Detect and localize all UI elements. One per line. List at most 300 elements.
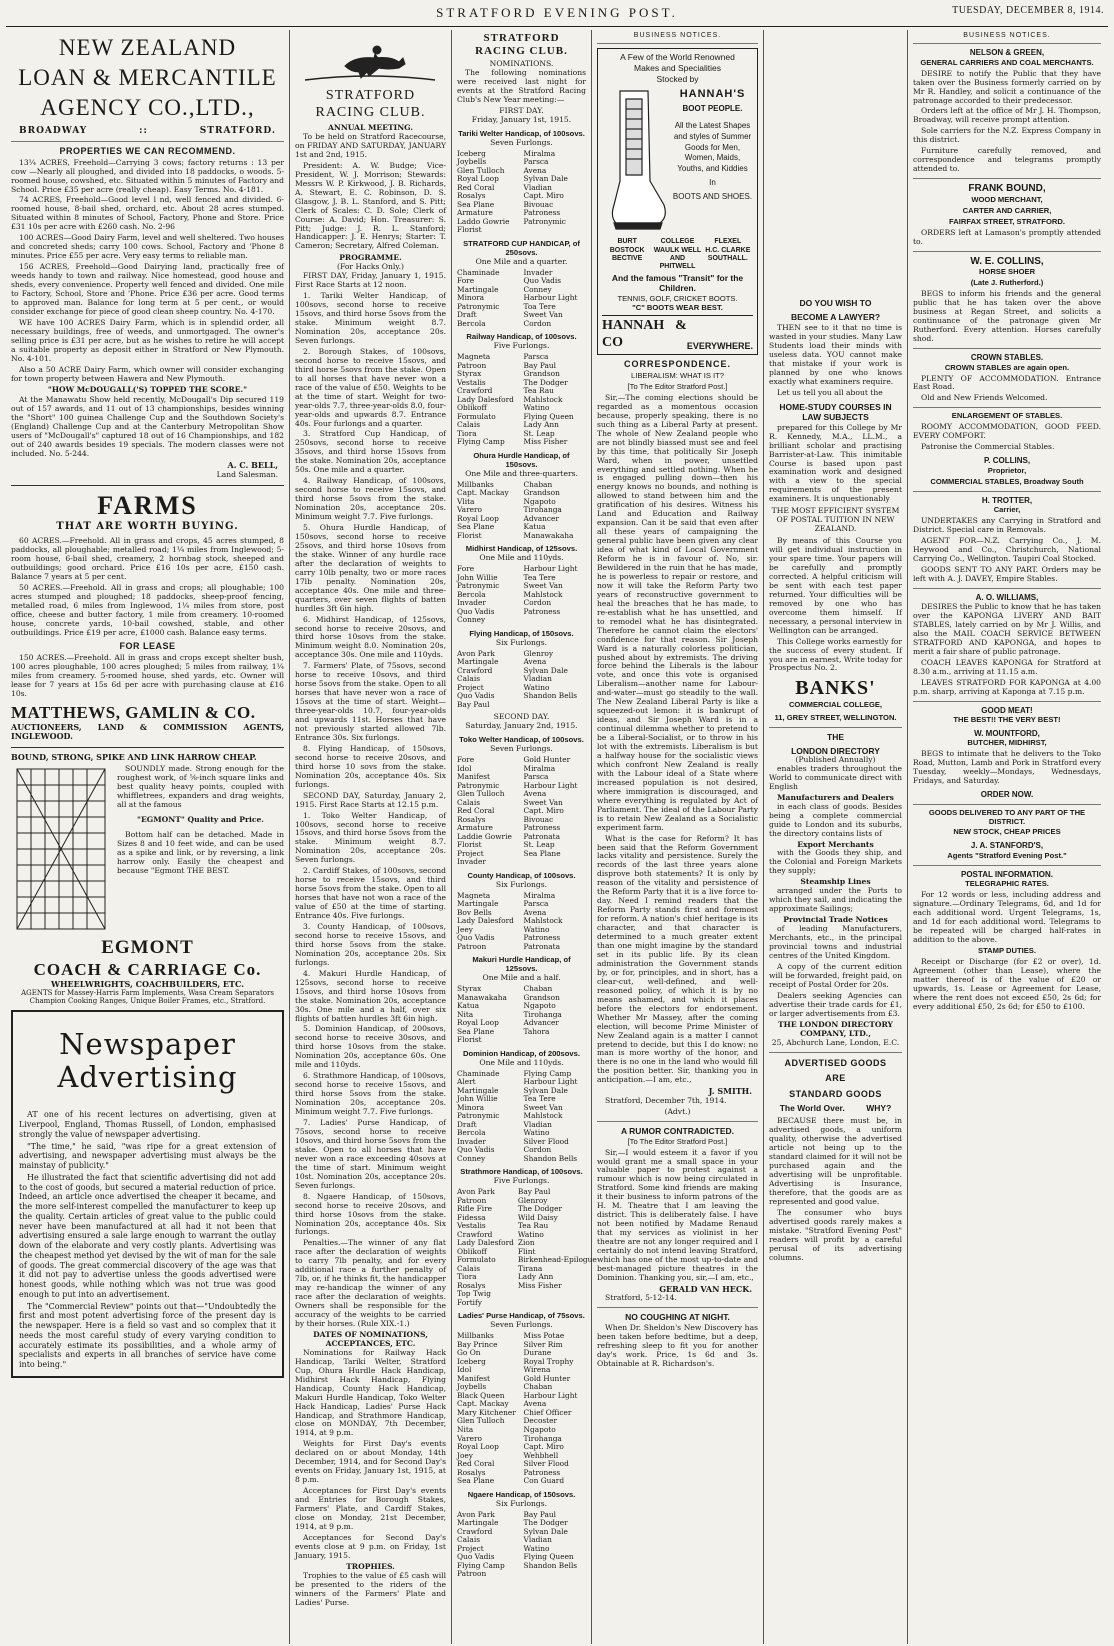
nominee-name: Quo Vadis bbox=[457, 1552, 495, 1562]
nominee-name: Quo Vadis bbox=[457, 933, 495, 943]
race-nomination-distance: One Mile and three-quarters. bbox=[465, 468, 578, 478]
nominee-name: Laddo Gowrie bbox=[457, 216, 510, 226]
lease-heading: FOR LEASE bbox=[119, 641, 176, 652]
nominee-name: Red Coral bbox=[457, 1459, 495, 1469]
nominee-list bbox=[457, 565, 586, 625]
nominee-name: Manawakaha bbox=[523, 530, 574, 540]
nominee-name: Glen Tulloch bbox=[457, 1416, 505, 1426]
divider bbox=[913, 251, 1101, 252]
letter-signature: J. SMITH. bbox=[708, 1086, 752, 1097]
nominee-name: Manifest bbox=[457, 772, 490, 782]
nominee-name: Parsca bbox=[523, 899, 549, 909]
stamp-body: Receipt or Discharge (for £2 or over), 1d. Agreement (other than Lease), where the matter thereof is of the value of £20 or upwards, 1s. Lease or Agreement for Lease, where the rent does not exceed £50, 2s 6d; for every additional £50, 2s 6d; for £50 to £100. bbox=[913, 956, 1101, 1011]
column-5 bbox=[764, 30, 908, 1644]
nominee-name: Miralma bbox=[523, 148, 556, 158]
column-1 bbox=[6, 30, 290, 1644]
nominee-name: Iceberg bbox=[457, 1356, 486, 1366]
np-title-line2: Advertising bbox=[57, 1059, 238, 1094]
nominee-name: Royal Loop bbox=[457, 1442, 499, 1452]
nominee-name: Vladian bbox=[523, 1535, 552, 1545]
nominee-name: Watino bbox=[523, 1543, 550, 1553]
nominee-name: Rosalys bbox=[457, 814, 486, 824]
nominee-name: Lady Ann bbox=[517, 1272, 554, 1282]
nominee-name: Patronymic bbox=[457, 780, 500, 790]
nominee-name: Crawford bbox=[457, 1229, 493, 1239]
nominee-name: Lady Dalesford bbox=[457, 1238, 514, 1248]
nominee-name: Cordon bbox=[523, 598, 552, 608]
column-4 bbox=[592, 30, 764, 1644]
properties-heading: PROPERTIES WE CAN RECOMMEND. bbox=[59, 146, 236, 157]
property-listing: WE have 100 ACRES Dairy Farm, which is in splendid order, all necessary buildings, free of weeds, and unmortgaged. The owner's selling price is £31 per acre, but as he wishes to retire he will accept a suitable property as deposit either in Stratford or New Plymouth. No. 4-101. bbox=[11, 317, 284, 363]
nominee-name: Tirohanga bbox=[523, 505, 562, 515]
nominee-name: Bay Prince bbox=[457, 1339, 498, 1349]
stanford-sub: NEW STOCK, CHEAP PRICES bbox=[953, 827, 1061, 837]
egmont-name: EGMONT bbox=[101, 937, 194, 959]
race-entry: 1. Tariki Welter Handicap, of 100sovs, second horse to receive 15sovs, and third horse 5sovs from the stake. Minimum weight 8.7. Nomination 20s, acceptance 20s. Seven furlongs. bbox=[295, 291, 446, 345]
penalties: Penalties.—The winner of any flat race after the declaration of weights to carry 7lb penalty, and for every additional race a further penalty of 7lb, or, if he thinks fit, the handicapper may re-handicap the winner of any race after the declaration of weights. Owners shall be responsible for the accuracy of the weights to be carried by their horses. (Rule XIX.-1.) bbox=[295, 1238, 446, 1328]
home-study-quote: THE MOST EFFICIENT SYSTEM OF POSTAL TUITION IN NEW ZEALAND. bbox=[771, 506, 900, 534]
nominee-name: Tirohanga bbox=[523, 1009, 562, 1019]
nominee-name: Minora bbox=[457, 1102, 485, 1112]
nominee-name: Glen Tulloch bbox=[457, 165, 505, 175]
banks-address: 11, GREY STREET, WELLINGTON. bbox=[774, 712, 897, 722]
nominee-list bbox=[457, 1070, 586, 1164]
frank-bound-name: FRANK BOUND, bbox=[968, 183, 1046, 195]
nominee-name: Red Coral bbox=[457, 806, 495, 816]
egmont-agents: AGENTS for Massey-Harris Farm Implements, Wasa Cream Separators Champion Cooking Ranges, Unique Boiler Frames, etc., Stratford. bbox=[21, 989, 274, 1006]
postal-heading: POSTAL INFORMATION. bbox=[961, 869, 1053, 879]
acceptances-body: Acceptances for First Day's events and Entries for Borough Stakes, Farmers' Plate, and Cardiff Stakes, close on Monday, 21st December, 1914, at 9 p.m. bbox=[295, 1486, 446, 1531]
boot-intro bbox=[602, 52, 753, 85]
egmont-ad bbox=[11, 753, 284, 1006]
nominee-name: Conney bbox=[457, 1153, 486, 1163]
nominee-name: Florist bbox=[457, 1035, 482, 1045]
nominee-name: Capt. Mackay bbox=[457, 488, 509, 498]
nominee-name: Vestalis bbox=[457, 377, 486, 387]
williams-name: A. O. WILLIAMS, bbox=[975, 592, 1039, 602]
race-nomination-distance: Seven Furlongs. bbox=[490, 137, 553, 147]
race-entry: 2. Borough Stakes, of 100sovs, second horse to receive 15sovs, and third horse 5sovs from the stake. Open to all horses that have never won a race of the value of £50. Weights to be at the time of start. Weight for two-year-olds 7.7, three-year-olds 8.0, four-year-olds and upwards 8.7. Entrance 40s. Four furlongs and a quarter. bbox=[295, 346, 446, 428]
nominee-name: Joybells bbox=[457, 157, 487, 167]
nominee-name: Tirohanga bbox=[523, 1433, 562, 1443]
nominee-name: Flying Queen bbox=[523, 411, 574, 421]
nominee-list bbox=[457, 1332, 586, 1485]
nominee-name: Sweet Van bbox=[523, 581, 563, 591]
boot-intro-1: A Few of the World Renowned bbox=[620, 52, 735, 63]
williams-body: DESIRES the Public to know that he has taken over the KAPONGA LIVERY AND BAIT STABLES, lately carried on by Mr J. Willis, and also the MAIL COACH SERVICE BETWEEN STRATFORD AND KAPONGA, and hopes to merit a fair share of public patronage. bbox=[913, 602, 1101, 656]
newspaper-advertising-box bbox=[11, 1010, 284, 1378]
boot-copy: All the Latest Shapes and styles of Summer Goods for Men, Women, Maids, Youths, and Kiddies bbox=[673, 121, 752, 174]
harrow-body: SOUNDLY made. Strong enough for the roughest work, of ⅝-inch square links and best quality heavy points, coupled with whiffletrees, expanders and drag weights, all at the famous bbox=[117, 764, 284, 810]
divider bbox=[597, 1307, 758, 1308]
race-entry: 1. Toko Welter Handicap, of 100sovs, second horse to receive 15sovs, and third horse 5sovs from the stake. Minimum weight 8.7. Nomination 20s, acceptance 20s. Seven furlongs. bbox=[295, 810, 446, 865]
nominee-name: Shandon Bells bbox=[523, 691, 578, 701]
nominee-name: Mahlstock bbox=[523, 916, 563, 926]
nominee-name: Project bbox=[457, 1543, 484, 1553]
nominee-name: Mary Kitchener bbox=[457, 1407, 516, 1417]
nz-address bbox=[19, 126, 276, 137]
hannah-boot-ad bbox=[597, 48, 758, 355]
nominee-name: Fortify bbox=[457, 1297, 482, 1307]
nominee-name: Conney bbox=[457, 615, 486, 625]
nominee-name: The Dodger bbox=[523, 1518, 568, 1528]
nominee-name: Bercola bbox=[457, 318, 486, 328]
np-paragraph: AT one of his recent lectures on advertising, given at Liverpool, England, Thomas Russell, of London, emphasised strongly the value of newspaper advertising. bbox=[19, 1110, 276, 1139]
boot-people: BOOT PEOPLE. bbox=[682, 104, 743, 114]
column-3 bbox=[452, 30, 597, 1644]
directory-manufacturers: Manufacturers and Dealers bbox=[777, 792, 894, 802]
directory-body-3: with the Goods they ship, and the Colonial and Foreign Markets they supply; bbox=[769, 848, 902, 876]
divider bbox=[913, 178, 1101, 179]
nominee-name: Rosalys bbox=[457, 1467, 486, 1477]
divider bbox=[597, 1121, 758, 1122]
nominee-name: Varero bbox=[457, 505, 482, 515]
letter-paragraph: Sir,—The coming elections should be regarded as a momentous occasion because, properly speaking, there is no such thing as a Liberal Party at present. The whole of New Zealand people who are not blindly biassed must see and feel by this time, that politically Sir Joseph Ward, when in power, unsettled everything and settled nothing. When he is engaged pulling down—then his energy knows no bounds, and nothing is allowed to stand between him and the gratification of his desires. Witness his Land and Education and Railway expansion. Can it be said that even after all these years of campaigning the general public have been given any clear idea of what kind of Local Government Reform he is in favour of. No, sir. Bewildered in the ruin that he has made, he is powerless to repair or restore, and now it will take the Reform Party two years of reconstructive government to heal the breaches that he has made, to re-establish what he has unsettled, and to remodel what he has disintegrated. Therefore he cannot claim the electors' confidence for that reason. Sir Joseph Ward is a naturally colorless politician, pushed about by extremists. The driving force behind the Liberals is the labour vote, and once this vote is organised Liberalism—another name for Labour-and-water—must go steadily to the wall. The New Zealand Liberal Party is like a squeezed-out lemon: it is bankrupt of ideas, and Sir Joseph Ward is in a continual dilemma whether to pretend to be a Liberal-Socialist, or to throw in his lot with the extremists. Liberalism is but a halfway house for the socialistic views which confront New Zealand is really with the Labour ideal of a State where increased population is not desired, where immigration is discouraged, and where everything is regulated by Act of Parliament. The ideal of the Labour Party is to retain New Zealand as a Socialistic experiment farm. bbox=[597, 392, 758, 832]
nominee-name: Sylvan Dale bbox=[523, 1085, 568, 1095]
nominee-name: Conney bbox=[523, 284, 552, 294]
race-nomination-heading: Ngaere Handicap, of 150sovs. bbox=[467, 1489, 576, 1499]
divider bbox=[913, 491, 1101, 492]
harrow-block bbox=[11, 765, 284, 933]
race-nomination-distance: One Mile and a half. bbox=[482, 973, 561, 983]
p-collins-name: P. COLLINS, bbox=[983, 456, 1031, 466]
nominee-name: Quo Vadis bbox=[457, 691, 495, 701]
nominee-name: Avena bbox=[523, 907, 547, 917]
williams-body-3: LEAVES STRATFORD FOR KAPONGA at 4.00 p.m. sharp, arriving at Kaponga at 7.15 p.m. bbox=[913, 677, 1101, 696]
crown-stables-heading: CROWN STABLES. bbox=[970, 353, 1044, 363]
first-date: Friday, January 1st, 1915. bbox=[471, 114, 572, 124]
nominee-name: Formulato bbox=[457, 411, 496, 421]
nominee-name: Fore bbox=[457, 276, 475, 286]
telegraphic-heading: TELEGRAPHIC RATES. bbox=[965, 879, 1049, 889]
why-body: BECAUSE there must be, in advertised goods, a uniform quality, otherwise the advertised article not being up to the standard claimed for it will not be purchased again and the advertising will be unprofitable. Advertising is Insurance, therefore, that the goods are as represented and good value. bbox=[769, 1116, 902, 1206]
directory-body-7: Dealers seeking Agencies can advertise their trade cards for £1, or larger advertisements from £3. bbox=[769, 990, 902, 1018]
coughing-heading: NO COUGHING AT NIGHT. bbox=[625, 1312, 730, 1323]
boot-boots: BOOTS AND SHOES. bbox=[672, 191, 753, 201]
race-nomination-heading: Midhirst Handicap, of 125sovs. bbox=[465, 544, 578, 554]
nominee-name: Martingale bbox=[457, 899, 499, 909]
nominee-name: Red Coral bbox=[457, 182, 495, 192]
race-nomination-distance: Six Furlongs. bbox=[495, 1498, 548, 1508]
race-nomination-distance: One Mile and a quarter. bbox=[475, 256, 568, 266]
nominee-name: Watino bbox=[517, 1229, 544, 1239]
business-notices-heading-2: BUSINESS NOTICES. bbox=[913, 30, 1101, 44]
nominee-name: Bay Paul bbox=[457, 699, 490, 709]
nominee-name: Patroon bbox=[457, 1195, 487, 1205]
nominee-name: Sea Plane bbox=[457, 199, 495, 209]
nominee-name: Bov Bells bbox=[457, 907, 492, 917]
advertised-are: ARE bbox=[825, 1073, 846, 1084]
nominee-name: Royal Loop bbox=[457, 1018, 499, 1028]
brand-label: BECTIVE bbox=[611, 254, 643, 262]
nominee-name: Bay Paul bbox=[517, 1187, 551, 1197]
mcdougall-heading: "HOW McDOUGALL('S) TOPPED THE SCORE." bbox=[47, 384, 248, 394]
dates-heading: DATES OF NOMINATIONS, ACCEPTANCES, ETC. bbox=[313, 1329, 428, 1348]
directory-export: Export Merchants bbox=[797, 839, 874, 849]
collins-body: BEGS to inform his friends and the general public that he has taken over the above business at Regan Street, and solicits a continuance of the patronage given Mr Rutherford. Every attention. Horses carefully shod. bbox=[913, 289, 1101, 344]
nominee-name: Miralma bbox=[523, 763, 556, 773]
to-editor: [To The Editor Stratford Post.] bbox=[627, 1136, 728, 1146]
directory-provincial: Provincial Trade Notices bbox=[783, 915, 888, 925]
nominee-name: Ngapoto bbox=[523, 1001, 556, 1011]
nz-name-line1: NEW ZEALAND bbox=[58, 35, 237, 60]
nominee-list bbox=[457, 756, 586, 867]
nominations-club: STRATFORD RACING CLUB. bbox=[475, 32, 568, 57]
stamp-heading: STAMP DUTIES. bbox=[978, 945, 1036, 955]
nominee-name: Armature bbox=[457, 208, 493, 218]
nominee-name: Glenroy bbox=[517, 1195, 548, 1205]
nominee-name: Manifest bbox=[457, 1373, 490, 1383]
nominee-name: Patroness bbox=[523, 933, 561, 943]
boot-brands bbox=[602, 238, 753, 271]
nominee-name: Grandson bbox=[523, 369, 560, 379]
nominee-name: Bivouac bbox=[523, 814, 554, 824]
nominee-name: Minora bbox=[457, 293, 485, 303]
nominee-name: Lady Ann bbox=[523, 420, 559, 430]
boot-in: In bbox=[709, 178, 716, 188]
nz-address-left: BROADWAY bbox=[19, 126, 88, 137]
divider bbox=[913, 701, 1101, 702]
nominee-name: Wehbhell bbox=[523, 1450, 559, 1460]
nominee-name: Fore bbox=[457, 564, 475, 574]
nominee-name: Watino bbox=[523, 1128, 550, 1138]
race-entry: 3. County Handicap, of 100sovs, second horse to receive 15sovs, and third horse 5sovs from the stake. Nomination 20s, acceptance 20s. Six furlongs. bbox=[295, 922, 446, 967]
nominee-name: Joybells bbox=[457, 1382, 487, 1392]
to-editor: [To The Editor Stratford Post.] bbox=[627, 381, 728, 391]
nominee-name: Draft bbox=[457, 1119, 477, 1129]
nominee-name: Patronata bbox=[523, 941, 561, 951]
nominee-name: Invader bbox=[457, 857, 486, 867]
meat-heading: GOOD MEAT! bbox=[981, 705, 1033, 715]
nominee-name: The Dodger bbox=[523, 377, 568, 387]
trotter-name: H. TROTTER, bbox=[981, 495, 1033, 505]
boot-row bbox=[602, 85, 753, 235]
nominee-name: Varero bbox=[457, 1433, 482, 1443]
egmont-name-2: COACH & CARRIAGE Co. bbox=[33, 959, 262, 979]
nominee-name: Mahlstock bbox=[523, 1111, 563, 1121]
nz-loan-ad bbox=[11, 36, 284, 480]
nominee-name: Patronata bbox=[523, 831, 561, 841]
advt-note: (Advt.) bbox=[664, 1106, 691, 1116]
nominee-name: Watino bbox=[523, 682, 550, 692]
horse-rider-icon bbox=[295, 32, 445, 86]
trotter-body-3: GOODS SENT TO ANY PART. Orders may be left with A. J. DAVEY, Empire Stables. bbox=[913, 564, 1101, 583]
nominee-name: Magneta bbox=[457, 890, 491, 900]
race-nomination-heading: Strathmore Handicap, of 100sovs. bbox=[460, 1167, 583, 1177]
nominations-heading: NOMINATIONS. bbox=[489, 58, 554, 68]
nominee-name bbox=[518, 1299, 597, 1308]
nominee-name: Avena bbox=[523, 789, 547, 799]
race-entry: 5. Dominion Handicap, of 200sovs, second horse to receive 30sovs, and third horse 10sovs from the stake. Nomination 20s, acceptance 60s. One mile and 110yds. bbox=[295, 1024, 446, 1070]
race-nomination-distance: Five Furlongs. bbox=[493, 341, 550, 351]
directory-the: THE bbox=[827, 731, 844, 742]
nominee-name: Flying Camp bbox=[523, 1068, 572, 1078]
nominee-name: Patronymic bbox=[523, 216, 566, 226]
property-listing: Also a 50 ACRE Dairy Farm, which owner will consider exchanging for town property between Hawera and New Plymouth. bbox=[11, 364, 284, 383]
harrow-heading: BOUND, STRONG, SPIKE AND LINK HARROW CHEAP. bbox=[11, 751, 257, 762]
hannah-co: HANNAH & CO bbox=[602, 318, 687, 350]
divider bbox=[11, 485, 284, 486]
nominee-name: Quo Vadis bbox=[523, 276, 562, 286]
brand-label: COLLEGE bbox=[660, 238, 695, 246]
nominee-name: Avon Park bbox=[457, 1509, 495, 1519]
nominations-intro: The following nominations were received last night for events at the Stratford Racing Club's New Year meeting:— bbox=[457, 67, 586, 104]
nominee-name: Flying Camp bbox=[457, 437, 505, 447]
letter-date: Stratford, December 7th, 1914. bbox=[605, 1095, 727, 1105]
nominee-name: St. Leap bbox=[523, 840, 555, 850]
nominee-list bbox=[457, 353, 586, 447]
nominee-name: Flint bbox=[517, 1246, 536, 1256]
farms-subheading: THAT ARE WORTH BUYING. bbox=[56, 521, 239, 533]
nominee-name: Flying Camp bbox=[457, 1560, 505, 1570]
divider bbox=[913, 804, 1101, 805]
programme-heading: PROGRAMME. bbox=[339, 253, 402, 263]
nominee-name: Styrax bbox=[457, 984, 482, 994]
nominee-name: Gold Hunter bbox=[523, 1373, 571, 1383]
harrow-body-2: Bottom half can be detached. Made in Sizes 8 and 10 feet wide, and can be used as a spike and link, or by reversing, a link harrow only. Easily the cheapest and because "Egmont THE BEST. bbox=[117, 829, 284, 875]
nominee-name: Glen Tulloch bbox=[457, 789, 505, 799]
nominee-name: Martingale bbox=[457, 1518, 499, 1528]
boot-tennis: TENNIS, GOLF, CRICKET BOOTS. bbox=[617, 294, 738, 304]
property-listing: 74 ACRES, Freehold—Good level l nd, well fenced and divided. 6-roomed house, 8-bail shed, orchard, etc. About 28 acres stumped. Situated within 8 minutes of School, Factory, Phone and Store. Price £31 10s per acre with £260 cash. No. 2-96 bbox=[11, 195, 284, 232]
issue-date: TUESDAY, DECEMBER 8, 1914. bbox=[952, 5, 1104, 16]
race-nomination-distance: Seven Furlongs. bbox=[490, 744, 553, 754]
nominee-name: Florist bbox=[457, 225, 482, 235]
nominee-name: John Willie bbox=[457, 572, 498, 582]
second-date: Saturday, January 2nd, 1915. bbox=[465, 721, 578, 731]
nominee-name: Florist bbox=[457, 530, 482, 540]
directory-company: THE LONDON DIRECTORY COMPANY, LTD., bbox=[778, 1019, 893, 1038]
nominee-name: Idol bbox=[457, 1365, 472, 1375]
nelson-green-sub: GENERAL CARRIERS AND COAL MERCHANTS. bbox=[920, 57, 1094, 67]
programme-subheading: (For Hacks Only.) bbox=[337, 262, 404, 272]
race-entry: 7. Farmers' Plate, of 75sovs, second horse to receive 10sovs, and third horse 5sovs from the stake. Open to all horses that have never won a race of 15sovs at the time of start. Weight—three-year-olds 10.7, four-year-olds and upwards 11st. Horses that have not previously started allowed 7lb. Entrance 30s. Six furlongs. bbox=[295, 661, 446, 742]
collins-name: W. E. COLLINS, bbox=[970, 255, 1044, 267]
nominee-name: Ngapoto bbox=[523, 496, 556, 506]
rumor-heading: A RUMOR CONTRADICTED. bbox=[620, 1125, 734, 1136]
nominee-name: Patronymic bbox=[457, 581, 500, 591]
brand-label: WAULK WELL bbox=[653, 246, 702, 254]
signature-title: Land Salesman. bbox=[216, 469, 278, 479]
matthews-gamlin-name: MATTHEWS, GAMLIN & CO. bbox=[11, 702, 256, 722]
nominee-name: Watino bbox=[523, 924, 550, 934]
column-6 bbox=[908, 30, 1106, 1644]
hannah-footer bbox=[602, 315, 753, 351]
boot-transit: And the famous "Transit" for the Children. bbox=[611, 273, 744, 294]
nominee-name: Harbour Light bbox=[523, 1390, 578, 1400]
rumor-body: Sir,—I would esteem it a favor if you would grant me a small space in your valuable paper to protest against a rumour which is now being circulated in Stratford. Some kind friends are making it their business to inform patrons of the H. M. Theatre that I am leaving the district. This is deliberately false. I have not been notified by Madame Renaud that my services as violinist in her theatre are not any longer required and I certainly do not intend leaving Stratford, which has one of the most up-to-date and best-managed picture theatres in the Dominion. Thanking you, sir,—I am, etc., bbox=[597, 1147, 758, 1282]
frank-bound-sub: WOOD MERCHANT, bbox=[971, 194, 1043, 204]
stanford-agents: Agents "Stratford Evening Post." bbox=[947, 850, 1067, 860]
race-entry: 4. Railway Handicap, of 100sovs, second horse to receive 15sovs, and third horse 5sovs from the stake. Nomination 20s, acceptance 20s. Minimum weight 7.7. Five furlongs. bbox=[295, 476, 446, 522]
property-listing: 156 ACRES, Freehold—Good Dairying land, practically free of weeds handy to town and railway. Nice homestead, good house and sheds, every convenience. Property well fenced and divided. One mile to Factory, School, Store and 'Phone. Price £36 per acre. Good terms to approved man. Balance for long term at 5 per cent., or would consider exchange for piece of good clean sheep country. No. 4-170. bbox=[11, 262, 284, 316]
nominee-list bbox=[457, 1511, 586, 1579]
mcdougall-body: At the Manawatu Show held recently, McDougall's Dip secured 119 out of 157 awards, and 11 out of 13 championships, besides winning the "Short" 100 guinea Challenge Cup and the Southdown Society's (England) Challenge Cup and at the Canterbury Metropolitan Show users of "McDougall's" captured 18 out of 16 Championships, and 182 out of 240 awards besides 19 specials. The modern classes were not included. No. 5-244. bbox=[11, 395, 284, 459]
world-over: The World Over. bbox=[779, 1103, 845, 1114]
meat-sub: THE BEST!! THE VERY BEST! bbox=[953, 714, 1061, 724]
columns bbox=[6, 30, 1108, 1644]
race-entry: 8. Flying Handicap, of 150sovs, second horse to receive 20sovs, and third horse 10 sovs from the stake. Nomination 20s, acceptance 40s. Six furlongs. bbox=[295, 743, 446, 789]
nominee-name: Grandson bbox=[523, 488, 560, 498]
crown-stables-body-2: Old and New Friends Welcomed. bbox=[921, 393, 1048, 403]
nelson-green-body-3: Sole carriers for the N.Z. Express Company in this district. bbox=[913, 126, 1101, 145]
race-nomination-distance: One Mile and 110yds. bbox=[479, 553, 564, 563]
nominee-name: Silver Rim bbox=[523, 1339, 563, 1349]
nominee-name: Black Queen bbox=[457, 1390, 505, 1400]
nominee-name: Advancer bbox=[523, 513, 559, 523]
nominee-name: Patroon bbox=[457, 941, 487, 951]
nominee-name: Fidessa bbox=[457, 1212, 486, 1222]
collins-sub-2: (Late J. Rutherford.) bbox=[970, 278, 1044, 288]
collins-sub: HORSE SHOER bbox=[978, 267, 1036, 277]
nominee-name: Durane bbox=[523, 1348, 552, 1358]
frank-bound-body: ORDERS left at Lamason's promptly attended to. bbox=[913, 227, 1101, 246]
nominee-name: Patroon bbox=[457, 1569, 487, 1579]
divider bbox=[913, 348, 1101, 349]
harrow-illustration-icon bbox=[11, 765, 111, 933]
race-nomination-heading: Makuri Hurdle Handicap, of 125sovs. bbox=[472, 955, 571, 974]
nominee-name: Go On bbox=[457, 1348, 481, 1358]
lawyer-heading-2: BECOME A LAWYER? bbox=[790, 312, 881, 323]
home-study-heading: HOME-STUDY COURSES IN LAW SUBJECTS bbox=[779, 401, 892, 422]
nominee-name: Sea Plane bbox=[523, 848, 561, 858]
nominee-list bbox=[457, 892, 586, 952]
directory-published: (Published Annually) bbox=[795, 754, 876, 764]
nominee-name: Wirena bbox=[523, 1365, 551, 1375]
directory-address: 25, Abchurch Lane, London, E.C. bbox=[771, 1037, 900, 1047]
nominee-name bbox=[524, 701, 587, 710]
business-notices-heading: BUSINESS NOTICES. bbox=[597, 30, 758, 44]
nominee-name: Avon Park bbox=[457, 1187, 495, 1197]
nominee-name: Rosalys bbox=[457, 191, 486, 201]
order-now: ORDER NOW. bbox=[980, 790, 1034, 800]
nominee-name: Idol bbox=[457, 763, 472, 773]
nominee-name: Bivouac bbox=[523, 199, 554, 209]
nominee-name: Silver Flood bbox=[523, 1136, 569, 1146]
egmont-subheading: WHEELWRIGHTS, COACHBUILDERS, ETC. bbox=[51, 978, 244, 989]
nominee-name: Lady Dalesford bbox=[457, 916, 514, 926]
nominee-name: Cordon bbox=[523, 318, 552, 328]
nominee-name: Calais bbox=[457, 1263, 480, 1273]
annual-meeting-heading: ANNUAL MEETING. bbox=[327, 123, 414, 133]
nominee-list bbox=[457, 985, 586, 1045]
nominee-name: Avena bbox=[523, 165, 547, 175]
nominee-name: Tiora bbox=[457, 428, 477, 438]
race-nomination-heading: STRATFORD CUP HANDICAP, of 250sovs. bbox=[463, 238, 580, 257]
brand-label: BOSTOCK bbox=[609, 246, 645, 254]
np-title-line1: Newspaper bbox=[59, 1026, 236, 1061]
nominee-name: Capt. Mackay bbox=[457, 1399, 509, 1409]
matthews-gamlin-sub: AUCTIONEERS, LAND & COMMISSION AGENTS, INGLEWOOD. bbox=[11, 721, 284, 742]
nominee-name: Invader bbox=[457, 1136, 486, 1146]
nominee-name: Calais bbox=[457, 674, 480, 684]
nominee-name bbox=[524, 226, 587, 235]
standard-goods: STANDARD GOODS bbox=[789, 1088, 882, 1099]
directory-body-6: A copy of the current edition will be forwarded, freight paid, on receipt of Postal Order for 20s. bbox=[769, 961, 902, 989]
hannah-name: HANNAH'S bbox=[679, 88, 746, 101]
trophies-heading: TROPHIES. bbox=[346, 1561, 395, 1571]
nominee-name: Chaminade bbox=[457, 1068, 500, 1078]
nominee-list bbox=[457, 1187, 597, 1307]
signature: A. C. BELL, bbox=[227, 460, 278, 471]
nominee-name bbox=[524, 858, 587, 867]
race-entry: 3. Stratford Cup Handicap, of 250sovs, second horse to receive 35sovs, and third horse 15sovs from the stake. Nomination 20s, acceptance 50s. One mile and a quarter. bbox=[295, 429, 446, 475]
nominee-name: Nita bbox=[457, 1009, 474, 1019]
nominee-name: Tea Rau bbox=[523, 386, 554, 396]
nominee-list bbox=[457, 269, 586, 329]
second-day: SECOND DAY. bbox=[493, 712, 550, 722]
nominee-name: Gold Hunter bbox=[523, 755, 571, 765]
